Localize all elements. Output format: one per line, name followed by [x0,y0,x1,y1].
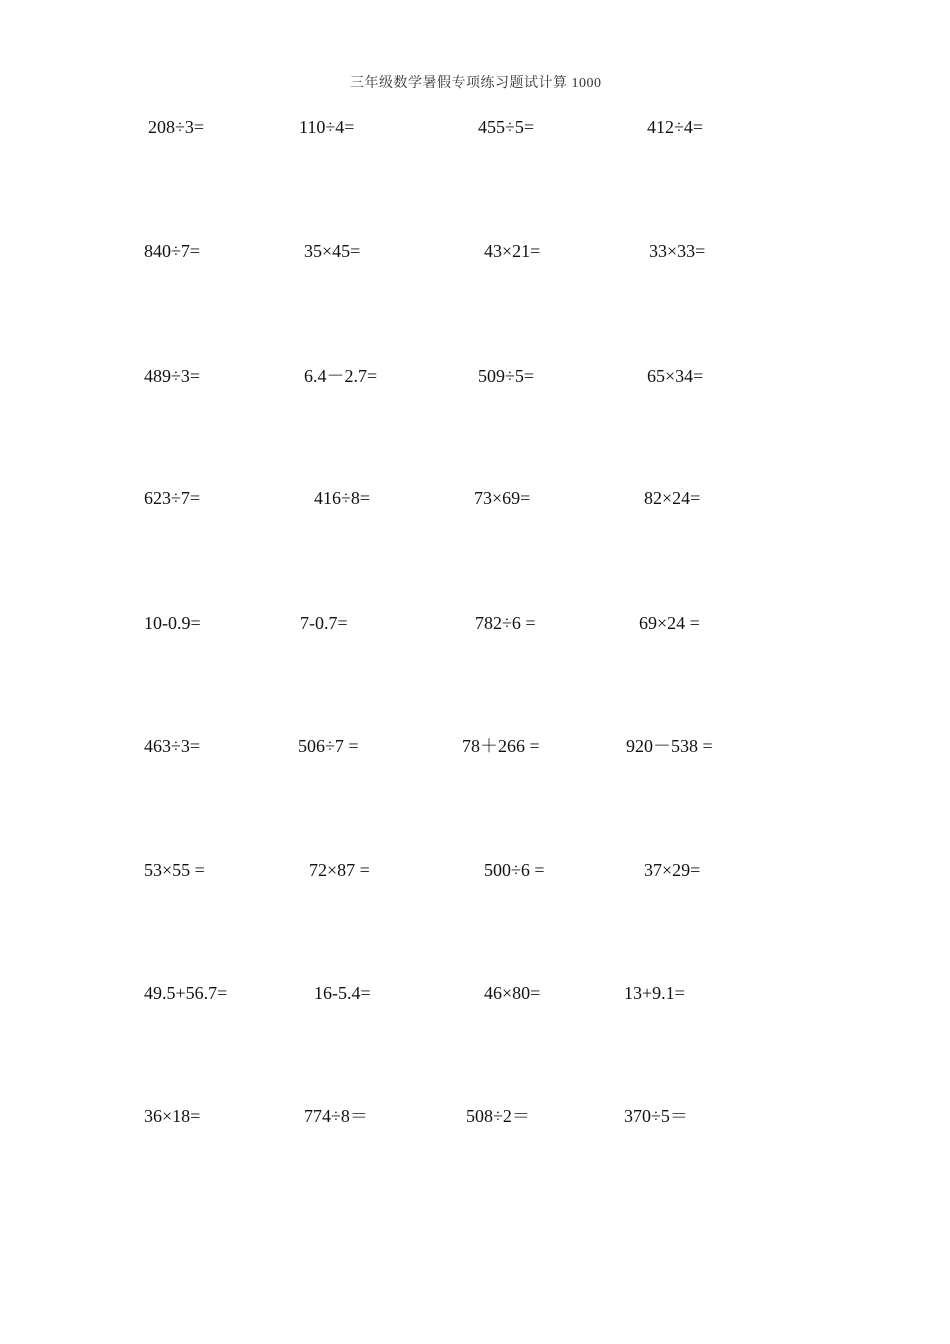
problem-r6-c1: 463÷3= [144,736,201,756]
problem-r7-c2: 72×87 = [309,860,370,880]
problem-r4-c3: 73×69= [474,488,531,508]
problem-r4-c4: 82×24= [644,488,701,508]
problem-r8-c2: 16-5.4= [314,983,371,1003]
problem-r2-c4: 33×33= [649,241,706,261]
page-header: 三年级数学暑假专项练习题试计算 1000 [350,76,602,91]
problem-r3-c4: 65×34= [647,366,704,386]
problem-r6-c2: 506÷7 = [298,736,359,756]
problem-r4-c2: 416÷8= [314,488,371,508]
problem-r3-c1: 489÷3= [144,366,201,386]
header-strip [0,66,950,91]
problem-r1-c2: 110÷4= [299,117,355,137]
problem-r5-c3: 782÷6 = [475,613,536,633]
problem-r6-c4: 920－538 = [626,736,713,756]
problem-r5-c1: 10-0.9= [144,613,201,633]
problem-r9-c3: 508÷2＝ [466,1106,530,1126]
problem-r8-c3: 46×80= [484,983,541,1003]
problem-r7-c4: 37×29= [644,860,701,880]
problem-r6-c3: 78＋266 = [462,736,540,756]
problem-r9-c4: 370÷5＝ [624,1106,688,1126]
problem-r7-c3: 500÷6 = [484,860,545,880]
problem-r9-c2: 774÷8＝ [304,1106,368,1126]
problem-r9-c1: 36×18= [144,1106,201,1126]
problem-r2-c1: 840÷7= [144,241,201,261]
problem-r8-c1: 49.5+56.7= [144,983,228,1003]
problem-r4-c1: 623÷7= [144,488,201,508]
problem-r3-c2: 6.4－2.7= [304,366,378,386]
problem-r1-c3: 455÷5= [478,117,535,137]
problem-r3-c3: 509÷5= [478,366,535,386]
problem-r2-c2: 35×45= [304,241,361,261]
problem-r8-c4: 13+9.1= [624,983,685,1003]
problem-r5-c2: 7-0.7= [300,613,348,633]
problem-r2-c3: 43×21= [484,241,541,261]
problem-r1-c4: 412÷4= [647,117,704,137]
problem-r7-c1: 53×55 = [144,860,205,880]
problem-r5-c4: 69×24 = [639,613,700,633]
problem-r1-c1: 208÷3= [148,117,205,137]
